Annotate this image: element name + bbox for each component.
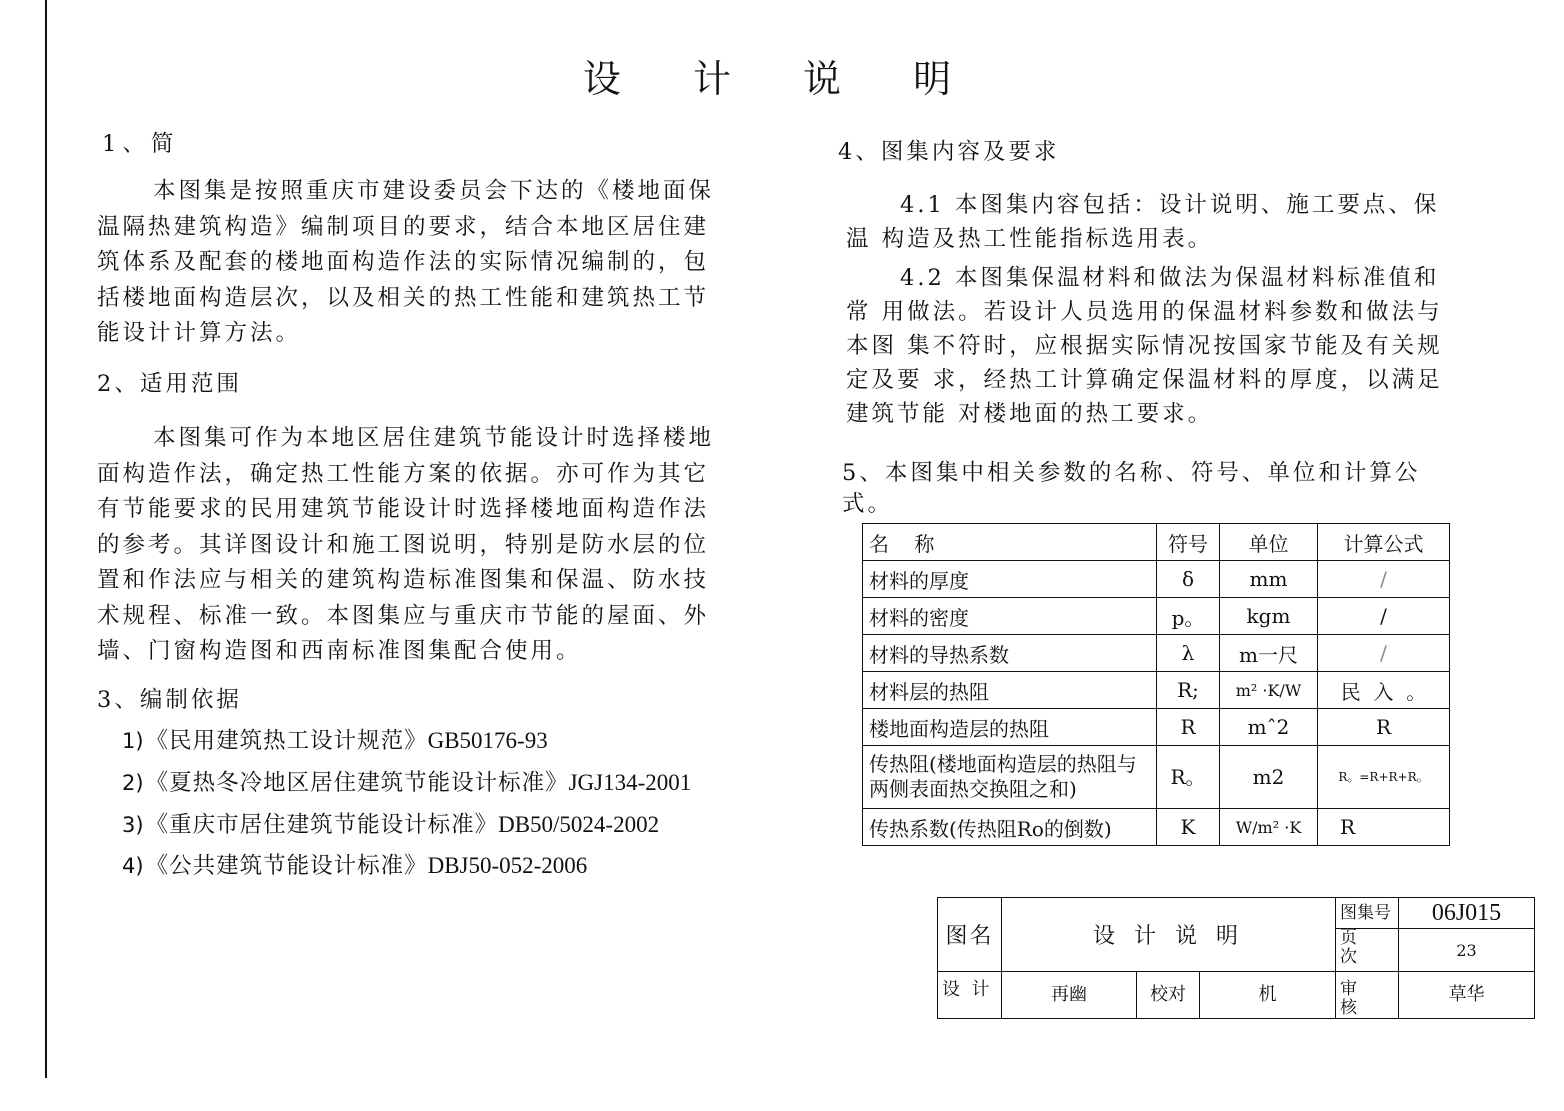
cell-unit: m2 [1220,746,1318,809]
reference-code: GB50176-93 [427,728,548,753]
cell-symbol: R; [1157,672,1220,709]
reference-item [122,848,587,880]
text-line: 5、本图集中相关参数的名称、符号、单位和计算公 [842,460,1421,486]
text-line: 本图集可作为本地区居住建筑节能设计时选择楼地 [153,425,715,451]
text-line: 括楼地面构造层次，以及相关的热工性能和建筑热工节 [97,284,710,311]
page-number-label: 页次 [1336,929,1399,972]
text-line: 有节能要求的民用建筑节能设计时选择楼地面构造作法 [97,496,710,522]
parameter-table [862,523,1450,846]
column-header-unit: 单位 [1220,524,1318,561]
drawing-name-label: 图名 [938,898,1002,972]
reference-item [122,723,548,755]
text-line: 能设计计算方法。 [97,320,302,346]
designer-label: 设 计 [938,972,1002,1019]
table-header-row [863,524,1450,561]
reference-number: 1) [122,729,144,753]
drawing-name-value: 设 计 说 明 [1002,898,1336,972]
cell-unit: W/m² ·K [1220,809,1318,846]
cell-unit: mm [1220,561,1318,598]
text-line: 置和作法应与相关的建筑构造标准图集和保温、防水技 [97,567,710,593]
cell-unit: mˆ2 [1220,709,1318,746]
reference-name: 《夏热冬冷地区居住建筑节能设计标准》 [145,770,569,796]
cell-symbol: δ [1157,561,1220,598]
text-line: 常 用做法。若设计人员选用的保温材料参数和做法与 [846,299,1443,325]
table-row [863,635,1450,672]
cell-symbol: K [1157,809,1220,846]
cell-name: 材料层的热阻 [863,672,1157,709]
checker-label: 校对 [1137,972,1200,1019]
text-line: 温隔热建筑构造》编制项目的要求，结合本地区居住建 [97,213,710,240]
cell-formula: / [1318,561,1450,598]
cell-symbol: R [1157,709,1220,746]
reviewer-label: 审核 [1336,972,1399,1019]
column-header-symbol: 符号 [1157,524,1220,561]
reference-item [122,765,691,797]
cell-symbol: R。 [1157,746,1220,809]
text-line: 墙、门窗构造图和西南标准图集配合使用。 [97,638,582,664]
cell-name: 传热阻(楼地面构造层的热阻与两侧表面热交换阻之和) [863,746,1157,809]
cell-formula: / [1318,635,1450,672]
section-4-2-body [846,261,1443,431]
reference-name: 《重庆市居住建筑节能设计标准》 [145,812,499,838]
text-line: 建筑节能 对楼地面的热工要求。 [846,401,1214,427]
left-border-line [45,0,47,1078]
cell-name: 材料的密度 [863,598,1157,635]
reference-code: DB50/5024-2002 [498,812,660,837]
checker-value: 机 [1200,972,1336,1019]
reference-number: 3) [122,813,144,837]
text-line: 定及要 求，经热工计算确定保温材料的厚度，以满足 [846,367,1443,393]
cell-unit: m一尺 [1220,635,1318,672]
table-row [863,709,1450,746]
cell-symbol: p。 [1157,598,1220,635]
cell-name: 材料的厚度 [863,561,1157,598]
table-row [863,598,1450,635]
cell-symbol: λ [1157,635,1220,672]
table-row [863,672,1450,709]
reference-number: 4) [122,854,144,878]
designer-value: 再幽 [1002,972,1137,1019]
table-row [863,746,1450,809]
reviewer-value: 草华 [1399,972,1535,1019]
text-line: 温 构造及热工性能指标选用表。 [846,226,1214,252]
section-2-heading: 2、适用范围 [97,371,242,397]
section-1-body [97,174,714,352]
table-row [863,809,1450,846]
page-number-value: 23 [1399,929,1535,972]
text-line: 4.2 本图集保温材料和做法为保温材料标准值和 [900,265,1440,291]
reference-item [122,807,659,839]
page-title: 设 计 说 明 [582,57,982,101]
text-line: 本图集是按照重庆市建设委员会下达的《楼地面保 [153,178,715,204]
cell-name: 楼地面构造层的热阻 [863,709,1157,746]
text-line: 筑体系及配套的楼地面构造作法的实际情况编制的，包 [97,249,710,275]
cell-unit: m² ·K/W [1220,672,1318,709]
atlas-number-value: 06J015 [1399,898,1535,929]
reference-name: 《公共建筑节能设计标准》 [145,853,428,879]
cell-formula: R [1318,709,1450,746]
cell-unit: kgm [1220,598,1318,635]
cell-name: 材料的导热系数 [863,635,1157,672]
column-header-name: 名 称 [863,524,1157,561]
atlas-number-label: 图集号 [1336,898,1399,929]
section-4-1-body [846,188,1439,256]
text-line: 术规程、标准一致。本图集应与重庆市节能的屋面、外 [97,602,710,629]
section-4-heading: 4、图集内容及要求 [838,139,1060,165]
text-line: 面构造作法，确定热工性能方案的依据。亦可作为其它 [97,460,710,487]
text-line: 本图 集不符时，应根据实际情况按国家节能及有关规 [846,333,1443,359]
cell-formula: R。=R+R+R。 [1318,746,1450,809]
cell-formula: 民 入 。 [1318,672,1450,709]
text-line: 的参考。其详图设计和施工图说明，特别是防水层的位 [97,531,710,558]
reference-name: 《民用建筑热工设计规范》 [145,728,428,754]
cell-formula: / [1318,598,1450,635]
cell-formula: R [1318,809,1450,846]
text-line: 4.1 本图集内容包括：设计说明、施工要点、保 [900,192,1440,218]
table-row [863,561,1450,598]
section-1-heading: 1、简 [102,131,180,157]
title-block [937,897,1535,1019]
reference-code: DBJ50-052-2006 [427,853,588,878]
reference-code: JGJ134-2001 [568,770,692,795]
reference-number: 2) [122,771,144,795]
section-2-body [97,421,714,670]
text-line: 式。 [842,491,894,517]
section-5-heading [842,458,1420,520]
section-3-heading: 3、编制依据 [97,687,242,713]
column-header-formula: 计算公式 [1318,524,1450,561]
cell-name: 传热系数(传热阻Ro的倒数) [863,809,1157,846]
